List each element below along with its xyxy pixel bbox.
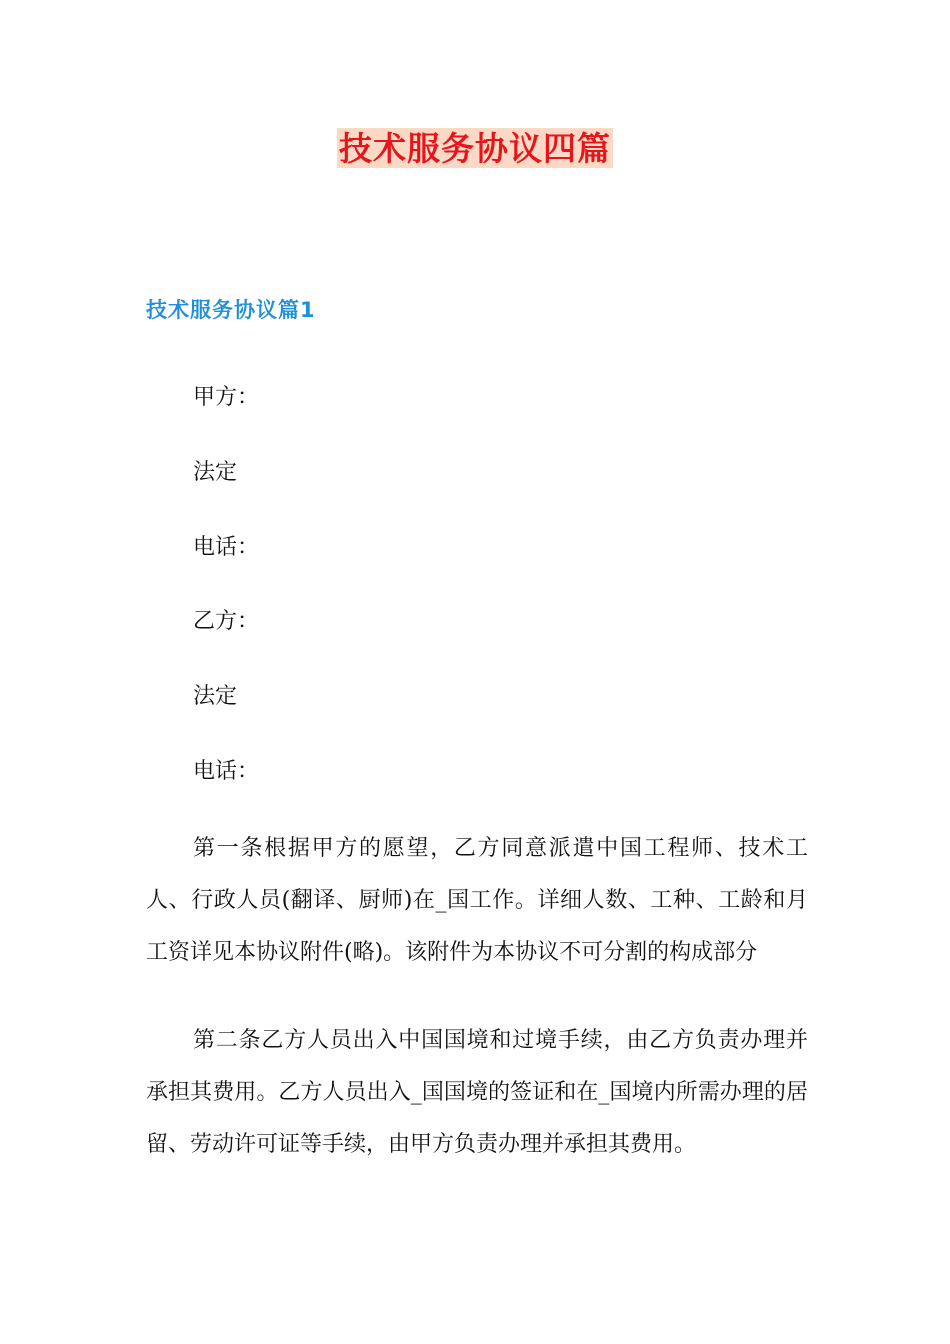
party-b-legal-field: 法定 — [193, 684, 238, 709]
party-a-phone-field: 电话： — [193, 535, 260, 560]
party-b-field: 乙方： — [193, 609, 260, 634]
party-a-legal-field: 法定 — [193, 460, 238, 485]
party-b-phone-field: 电话： — [193, 759, 260, 784]
document-title-text: 技术服务协议四篇 — [339, 129, 611, 168]
document-title — [0, 128, 950, 168]
section-heading: 技术服务协议篇1 — [146, 298, 316, 322]
article-2-paragraph: 第二条乙方人员出入中国国境和过境手续，由乙方负责办理并承担其费用。乙方人员出入_国国境的签证和在_国境内所需办理的居留、劳动许可证等手续，由甲方负责办理并承担其费用。 — [146, 1028, 808, 1158]
article-1-paragraph: 第一条根据甲方的愿望，乙方同意派遣中国工程师、技术工人、行政人员(翻译、厨师)在_国工作。详细人数、工种、工龄和月工资详见本协议附件(略)。该附件为本协议不可分割的构成部分 — [146, 836, 808, 966]
party-a-field: 甲方： — [193, 385, 260, 410]
